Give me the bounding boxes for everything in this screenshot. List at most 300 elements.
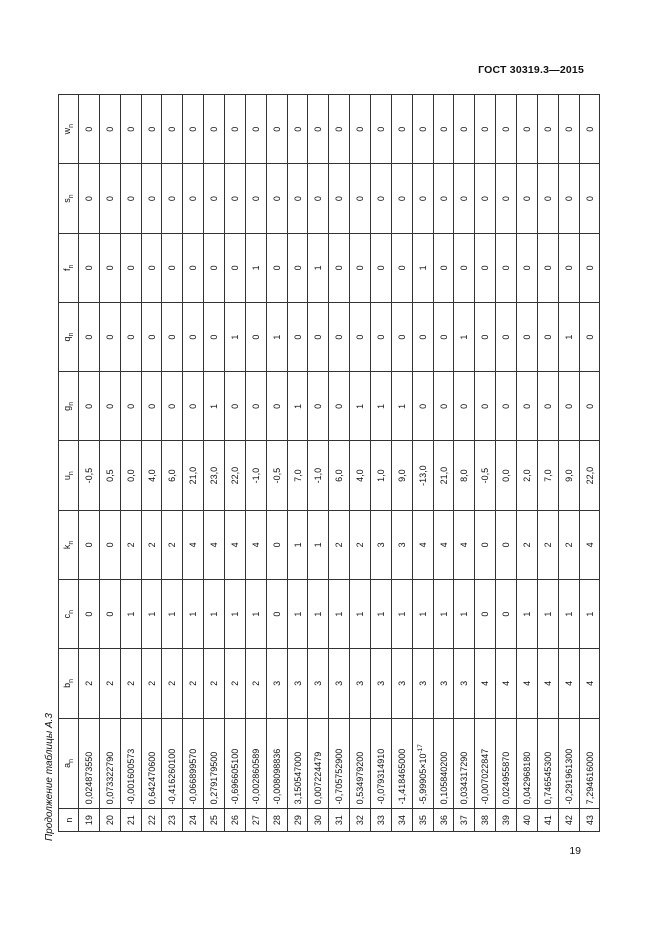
cell-value: -5,99905×10: [418, 753, 429, 805]
cell-value: 0: [334, 126, 345, 132]
table-cell: [475, 302, 496, 371]
cell-value: 31: [334, 815, 345, 826]
table-cell: [496, 649, 517, 718]
cell-value: 0: [542, 403, 553, 409]
cell-value: 0: [480, 334, 491, 340]
table-cell: [475, 809, 496, 832]
table-cell: [496, 580, 517, 649]
cell-value: 0: [292, 334, 303, 340]
cell-value: 1: [167, 611, 178, 617]
cell-exponent: -17: [417, 744, 425, 754]
table-cell: [371, 649, 392, 718]
cell-value: 0: [229, 196, 240, 202]
cell-value: 0: [480, 542, 491, 548]
cell-value: 23,0: [209, 466, 220, 485]
cell-value: 4: [542, 680, 553, 686]
cell-value: 1: [292, 403, 303, 409]
table-cell: [391, 372, 412, 441]
cell-value: 2: [334, 542, 345, 548]
cell-value: 0: [334, 403, 345, 409]
cell-value: 2: [563, 542, 574, 548]
cell-value: 0: [146, 265, 157, 271]
table-cell: [287, 372, 308, 441]
cell-value: 0: [501, 611, 512, 617]
cell-value: 0: [83, 334, 94, 340]
table-cell: [225, 372, 246, 441]
table-cell: [412, 510, 433, 579]
table-cell: [287, 649, 308, 718]
cell-value: 0: [146, 334, 157, 340]
cell-value: 22: [146, 815, 157, 826]
column-header: [59, 372, 79, 441]
column-header-symbol: k: [62, 544, 73, 550]
cell-value: 0: [188, 334, 199, 340]
cell-value: 4: [459, 542, 470, 548]
table-cell: [517, 718, 538, 809]
cell-value: 0: [104, 334, 115, 340]
table-cell: [183, 510, 204, 579]
cell-value: 3: [375, 542, 386, 548]
table-cell: [475, 233, 496, 302]
table-cell: [287, 718, 308, 809]
table-cell: [225, 164, 246, 233]
cell-value: 0: [521, 403, 532, 409]
column-header-symbol: b: [62, 682, 73, 688]
table-row: [517, 95, 538, 832]
cell-value: 3: [355, 680, 366, 686]
cell-value: 0: [501, 196, 512, 202]
cell-value: 0: [271, 126, 282, 132]
table-row: [99, 95, 120, 832]
cell-value: -0,416260100: [167, 748, 178, 805]
column-header-subscript: n: [67, 540, 75, 545]
table-cell: [558, 164, 579, 233]
table-cell: [183, 580, 204, 649]
table-cell: [329, 233, 350, 302]
table-cell: [329, 649, 350, 718]
cell-value: 4: [229, 542, 240, 548]
cell-value: 2: [521, 542, 532, 548]
cell-value: 0,073322790: [104, 751, 115, 805]
cell-value: 1: [396, 403, 407, 409]
table-cell: [162, 372, 183, 441]
cell-value: 1: [459, 334, 470, 340]
table-row: [287, 95, 308, 832]
cell-value: 0: [250, 403, 261, 409]
cell-value: 1: [396, 611, 407, 617]
header-row: [59, 95, 79, 832]
table-cell: [412, 441, 433, 510]
table-cell: [579, 809, 600, 832]
table-cell: [245, 649, 266, 718]
cell-value: 0: [167, 126, 178, 132]
cell-value: 3: [375, 680, 386, 686]
table-cell: [371, 95, 392, 164]
cell-value: 1: [313, 611, 324, 617]
cell-value: 0: [104, 611, 115, 617]
cell-value: 3: [396, 542, 407, 548]
table-cell: [391, 510, 412, 579]
cell-value: 0: [334, 196, 345, 202]
cell-value: 26: [229, 815, 240, 826]
table-row: [308, 95, 329, 832]
table-cell: [79, 580, 100, 649]
column-header: [59, 441, 79, 510]
table-cell: [454, 372, 475, 441]
cell-value: 0: [375, 334, 386, 340]
table-cell: [537, 809, 558, 832]
cell-value: 38: [480, 815, 491, 826]
table-cell: [412, 233, 433, 302]
cell-value: 0: [83, 403, 94, 409]
cell-value: 9,0: [396, 469, 407, 482]
table-cell: [287, 441, 308, 510]
table-cell: [371, 441, 392, 510]
table-cell: [433, 164, 454, 233]
table-row: [475, 95, 496, 832]
table-cell: [266, 164, 287, 233]
cell-value: 3: [417, 680, 428, 686]
column-header: [59, 580, 79, 649]
column-header-symbol: n: [63, 817, 74, 823]
cell-value: 0: [584, 265, 595, 271]
cell-value: 1: [375, 403, 386, 409]
table-cell: [287, 95, 308, 164]
table-cell: [433, 510, 454, 579]
table-cell: [204, 510, 225, 579]
table-cell: [329, 164, 350, 233]
table-cell: [412, 580, 433, 649]
table-cell: [120, 372, 141, 441]
cell-value: 0: [542, 126, 553, 132]
table-cell: [433, 580, 454, 649]
table-cell: [183, 164, 204, 233]
table-cell: [308, 580, 329, 649]
cell-value: 1: [313, 265, 324, 271]
cell-value: 0: [83, 196, 94, 202]
column-header-symbol: a: [62, 762, 73, 768]
column-header-subscript: n: [67, 609, 75, 614]
cell-value: 43: [584, 815, 595, 826]
cell-value: 0: [271, 265, 282, 271]
cell-value: -0,008098836: [271, 748, 282, 805]
cell-value: 0,007224479: [313, 751, 324, 805]
cell-value: 3: [313, 680, 324, 686]
cell-value: 2: [167, 542, 178, 548]
table-cell: [350, 510, 371, 579]
cell-value: 0: [188, 265, 199, 271]
table-cell: [308, 95, 329, 164]
cell-value: 4: [584, 680, 595, 686]
cell-value: 0: [584, 334, 595, 340]
table-cell: [245, 441, 266, 510]
cell-value: 7,0: [292, 469, 303, 482]
cell-value: 0: [584, 196, 595, 202]
table-cell: [204, 95, 225, 164]
column-header-symbol: u: [62, 475, 73, 481]
table-cell: [371, 164, 392, 233]
table-cell: [496, 372, 517, 441]
cell-value: 35: [417, 815, 428, 826]
cell-value: 0: [292, 196, 303, 202]
cell-value: 0: [271, 196, 282, 202]
table-cell: [433, 233, 454, 302]
table-cell: [496, 441, 517, 510]
cell-value: 0: [167, 265, 178, 271]
column-header-symbol: g: [62, 405, 73, 411]
table-cell: [391, 95, 412, 164]
cell-value: 0,279179500: [209, 751, 220, 805]
cell-value: 1: [563, 611, 574, 617]
table-cell: [141, 233, 162, 302]
cell-value: -0,696605100: [229, 748, 240, 805]
cell-value: -1,418465000: [396, 748, 407, 805]
table-cell: [120, 302, 141, 371]
table-cell: [517, 302, 538, 371]
table-cell: [204, 302, 225, 371]
cell-value: 2: [146, 542, 157, 548]
table-cell: [496, 809, 517, 832]
cell-value: 0: [271, 542, 282, 548]
cell-value: 6,0: [334, 469, 345, 482]
table-cell: [517, 441, 538, 510]
cell-value: 4,0: [146, 469, 157, 482]
cell-value: 33: [375, 815, 386, 826]
table-cell: [517, 233, 538, 302]
table-cell: [287, 164, 308, 233]
cell-value: 0: [355, 196, 366, 202]
column-header: [59, 718, 79, 809]
table-cell: [266, 372, 287, 441]
table-cell: [141, 510, 162, 579]
cell-value: 0: [396, 265, 407, 271]
cell-value: -0,291961300: [563, 748, 574, 805]
table-cell: [79, 809, 100, 832]
cell-value: 0: [313, 334, 324, 340]
table-cell: [225, 718, 246, 809]
cell-value: 0,105840200: [438, 751, 449, 805]
cell-value: 0: [501, 126, 512, 132]
cell-value: 1: [417, 265, 428, 271]
cell-value: 1: [271, 334, 282, 340]
table-cell: [558, 809, 579, 832]
table-cell: [475, 510, 496, 579]
cell-value: 0: [584, 403, 595, 409]
cell-value: 0: [229, 403, 240, 409]
cell-value: 2: [209, 680, 220, 686]
table-cell: [287, 510, 308, 579]
table-cell: [454, 718, 475, 809]
cell-value: 0: [542, 334, 553, 340]
table-row: [204, 95, 225, 832]
table-cell: [183, 372, 204, 441]
table-cell: [496, 718, 517, 809]
cell-value: 0: [438, 265, 449, 271]
table-cell: [141, 95, 162, 164]
table-row: [433, 95, 454, 832]
cell-value: 0,034317290: [459, 751, 470, 805]
cell-value: 0,024873550: [83, 751, 94, 805]
table-cell: [79, 372, 100, 441]
cell-value: 0: [167, 334, 178, 340]
column-header: [59, 809, 79, 832]
table-cell: [579, 302, 600, 371]
cell-value: 0: [250, 126, 261, 132]
table-cell: [141, 649, 162, 718]
cell-value: 0,746545300: [542, 751, 553, 805]
cell-value: 1: [250, 265, 261, 271]
cell-value: 0: [501, 265, 512, 271]
table-cell: [79, 95, 100, 164]
cell-value: 0: [521, 334, 532, 340]
cell-value: 20: [104, 815, 115, 826]
table-cell: [79, 233, 100, 302]
cell-value: 0,534979200: [355, 751, 366, 805]
column-header-symbol: q: [62, 336, 73, 342]
table-row: [183, 95, 204, 832]
cell-value: 0: [188, 126, 199, 132]
table-cell: [183, 649, 204, 718]
table-cell: [329, 580, 350, 649]
table-cell: [141, 302, 162, 371]
cell-value: 0,0: [501, 469, 512, 482]
cell-value: 3: [334, 680, 345, 686]
cell-value: 0: [563, 403, 574, 409]
table-cell: [308, 809, 329, 832]
table-cell: [266, 580, 287, 649]
cell-value: 1: [417, 611, 428, 617]
table-cell: [558, 372, 579, 441]
cell-value: 0,642470600: [146, 751, 157, 805]
cell-value: 0: [125, 265, 136, 271]
cell-value: 0: [396, 126, 407, 132]
cell-value: 0: [480, 403, 491, 409]
table-cell: [537, 95, 558, 164]
table-cell: [225, 441, 246, 510]
table-cell: [454, 164, 475, 233]
table-cell: [141, 580, 162, 649]
table-cell: [350, 809, 371, 832]
cell-value: 41: [542, 815, 553, 826]
cell-value: 29: [292, 815, 303, 826]
table-cell: [537, 233, 558, 302]
table-cell: [183, 302, 204, 371]
table-cell: [266, 441, 287, 510]
cell-value: 1: [209, 611, 220, 617]
table-cell: [308, 372, 329, 441]
table-cell: [475, 441, 496, 510]
cell-value: 0: [313, 196, 324, 202]
table-cell: [162, 164, 183, 233]
cell-value: 2: [250, 680, 261, 686]
cell-value: 0: [459, 126, 470, 132]
cell-value: 0: [167, 403, 178, 409]
cell-value: 4: [209, 542, 220, 548]
cell-value: 4: [188, 542, 199, 548]
cell-value: 0: [501, 542, 512, 548]
cell-value: -0,705752900: [334, 748, 345, 805]
table-cell: [537, 649, 558, 718]
table-cell: [391, 718, 412, 809]
cell-value: 30: [313, 815, 324, 826]
table-row: [141, 95, 162, 832]
table-cell: [433, 95, 454, 164]
cell-value: 0: [271, 403, 282, 409]
table-cell: [371, 372, 392, 441]
cell-value: 0: [542, 196, 553, 202]
cell-value: 4: [501, 680, 512, 686]
cell-value: 2: [125, 680, 136, 686]
cell-value: 0: [501, 403, 512, 409]
cell-value: 0: [438, 403, 449, 409]
cell-value: 34: [396, 815, 407, 826]
column-header: [59, 95, 79, 164]
column-header-subscript: n: [67, 332, 75, 337]
coefficients-table: [58, 94, 600, 832]
cell-value: 25: [209, 815, 220, 826]
table-cell: [496, 233, 517, 302]
table-cell: [120, 233, 141, 302]
column-header-subscript: n: [67, 264, 75, 269]
table-cell: [79, 718, 100, 809]
table-cell: [308, 510, 329, 579]
table-cell: [162, 649, 183, 718]
table-cell: [517, 95, 538, 164]
cell-value: 1: [209, 403, 220, 409]
cell-value: 0: [188, 403, 199, 409]
cell-value: -0,5: [480, 467, 491, 484]
cell-value: 1: [438, 611, 449, 617]
table-cell: [245, 580, 266, 649]
table-cell: [475, 649, 496, 718]
cell-value: 1: [229, 334, 240, 340]
cell-value: 37: [459, 815, 470, 826]
table-cell: [99, 649, 120, 718]
table-cell: [99, 718, 120, 809]
cell-value: 39: [501, 815, 512, 826]
cell-value: 0: [417, 126, 428, 132]
table-cell: [329, 809, 350, 832]
cell-value: 1: [229, 611, 240, 617]
column-header-subscript: n: [67, 758, 75, 763]
table-cell: [391, 809, 412, 832]
cell-value: 1: [521, 611, 532, 617]
cell-value: 4: [417, 542, 428, 548]
cell-value: 0,024955870: [501, 751, 512, 805]
cell-value: 0: [229, 265, 240, 271]
table-cell: [579, 372, 600, 441]
cell-value: 0: [209, 196, 220, 202]
cell-value: 2: [146, 680, 157, 686]
cell-value: -0,5: [83, 467, 94, 484]
cell-value: 0: [584, 126, 595, 132]
document-header: ГОСТ 30319.3—2015: [478, 64, 584, 76]
table-cell: [517, 510, 538, 579]
cell-value: 0: [563, 265, 574, 271]
cell-value: 3: [271, 680, 282, 686]
cell-value: 2: [188, 680, 199, 686]
table-cell: [433, 649, 454, 718]
table-cell: [433, 372, 454, 441]
table-cell: [225, 809, 246, 832]
table-cell: [162, 510, 183, 579]
table-cell: [496, 510, 517, 579]
cell-value: 21,0: [188, 466, 199, 485]
cell-value: 0: [209, 334, 220, 340]
table-cell: [475, 372, 496, 441]
table-cell: [287, 580, 308, 649]
cell-value: 0: [375, 126, 386, 132]
